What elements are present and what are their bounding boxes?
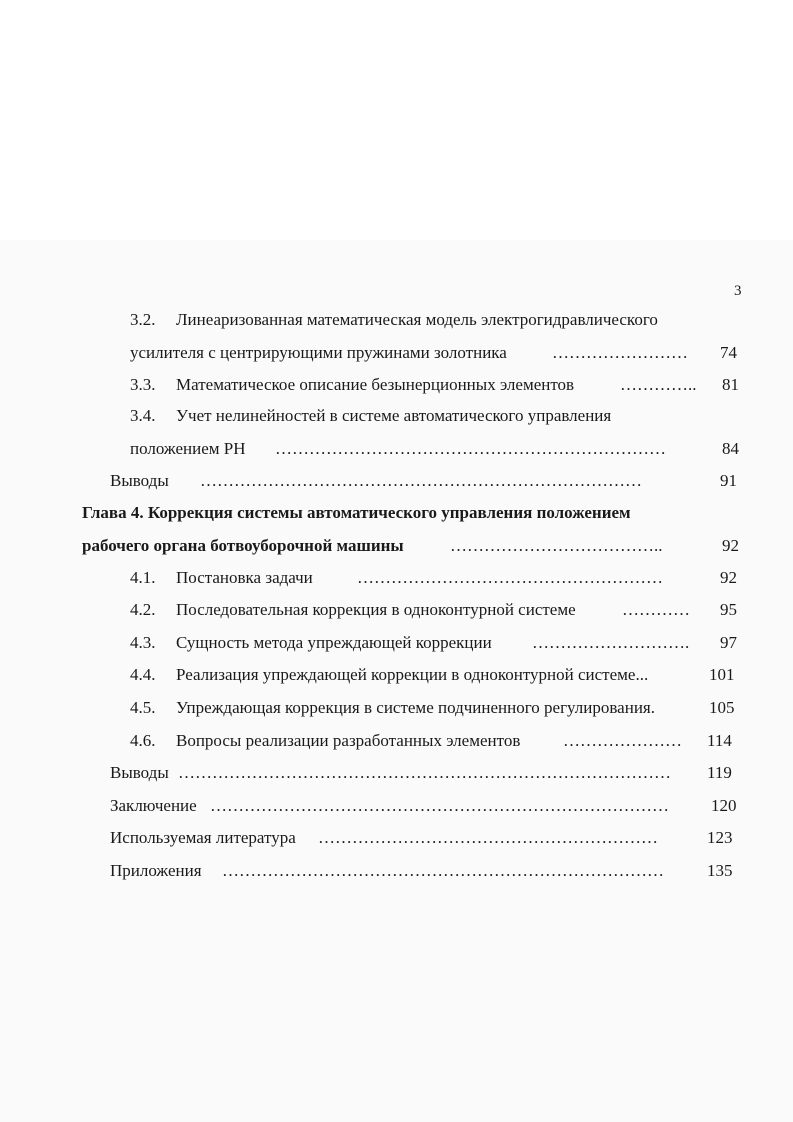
- toc-page-ref: 135: [707, 861, 733, 880]
- toc-leader-dots: ………………………………..: [450, 536, 663, 555]
- toc-chapter-title: Глава 4. Коррекция системы автоматического управления положением: [82, 503, 631, 522]
- toc-entry-title: Выводы: [110, 471, 169, 490]
- toc-entry-number: 4.3.: [130, 633, 156, 652]
- toc-entry-number: 4.4.: [130, 665, 156, 684]
- toc-leader-dots: ……………………………………………………………………: [222, 861, 664, 880]
- toc-entry-title: Приложения: [110, 861, 202, 880]
- toc-page-ref: 119: [707, 763, 732, 782]
- toc-entry-number: 4.6.: [130, 731, 156, 750]
- toc-leader-dots: ……………………………………………………………………………: [178, 763, 671, 782]
- toc-page-ref: 114: [707, 731, 732, 750]
- toc-entry-number: 4.2.: [130, 600, 156, 619]
- toc-page-ref: 92: [722, 536, 739, 555]
- toc-entry-title: положением РН: [130, 439, 246, 458]
- toc-page-ref: 95: [720, 600, 737, 619]
- toc-entry-title: Последовательная коррекция в одноконтурной системе: [176, 600, 576, 619]
- toc-entry-number: 4.5.: [130, 698, 156, 717]
- toc-entry-title: Упреждающая коррекция в системе подчиненного регулирования.: [176, 698, 655, 717]
- toc-page-ref: 97: [720, 633, 737, 652]
- toc-entry-title: усилителя с центрирующими пружинами золотника: [130, 343, 507, 362]
- toc-leader-dots: ………………………………………………: [357, 568, 663, 587]
- toc-entry-title: Математическое описание безынерционных элементов: [176, 375, 575, 394]
- toc-leader-dots: ……………………: [552, 343, 688, 362]
- toc-page-ref: 105: [709, 698, 735, 717]
- toc-entry-title: Используемая литература: [110, 828, 296, 847]
- toc-leader-dots: ……………………………………………………………………: [200, 471, 642, 490]
- toc-chapter-title: рабочего органа ботвоуборочной машины: [82, 536, 404, 555]
- toc-entry-title: Линеаризованная математическая модель электрогидравлического: [176, 310, 658, 329]
- toc-page-ref: 120: [711, 796, 737, 815]
- toc-leader-dots: …………..: [620, 375, 697, 394]
- toc-entry-number: 3.3.: [130, 375, 156, 394]
- toc-entry-title: Заключение: [110, 796, 197, 815]
- toc-entry-title: Постановка задачи: [176, 568, 313, 587]
- toc-entry-number: 3.2.: [130, 310, 156, 329]
- toc-entry-title: Выводы: [110, 763, 169, 782]
- toc-leader-dots: ……………………….: [532, 633, 690, 652]
- toc-leader-dots: …………: [622, 600, 690, 619]
- toc-leader-dots: …………………: [563, 731, 682, 750]
- toc-page-ref: 81: [722, 375, 739, 394]
- page-number: 3: [734, 283, 742, 299]
- toc-page-ref: 84: [722, 439, 739, 458]
- toc-entry-title: Учет нелинейностей в системе автоматического управления: [176, 406, 612, 425]
- toc-page-ref: 91: [720, 471, 737, 490]
- toc-entry-title: Реализация упреждающей коррекции в одноконтурной системе...: [176, 665, 649, 684]
- toc-page-ref: 74: [720, 343, 737, 362]
- toc-entry-number: 4.1.: [130, 568, 156, 587]
- toc-entry-title: Вопросы реализации разработанных элементов: [176, 731, 521, 750]
- toc-page-ref: 92: [720, 568, 737, 587]
- toc-leader-dots: ……………………………………………………: [318, 828, 658, 847]
- toc-entry-number: 3.4.: [130, 406, 156, 425]
- toc-leader-dots: ……………………………………………………………: [275, 439, 666, 458]
- toc-entry-title: Сущность метода упреждающей коррекции: [176, 633, 492, 652]
- toc-leader-dots: ………………………………………………………………………: [210, 796, 669, 815]
- toc-page-ref: 101: [709, 665, 735, 684]
- toc-page-ref: 123: [707, 828, 733, 847]
